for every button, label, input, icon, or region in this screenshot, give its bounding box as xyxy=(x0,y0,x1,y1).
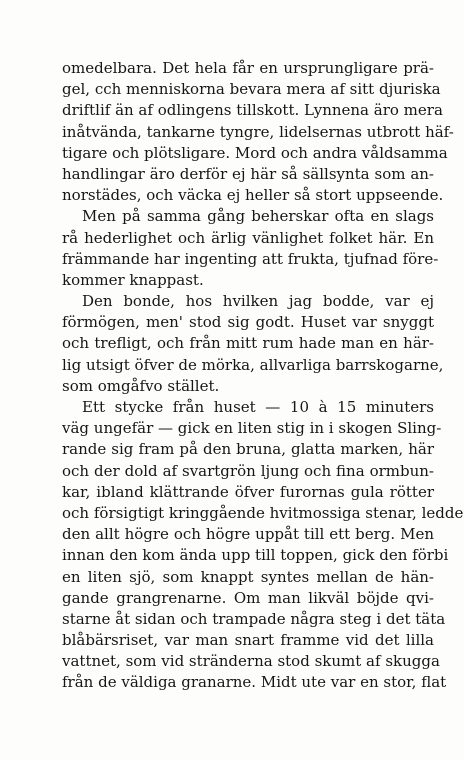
text-line: inåtvända, tankarne tyngre, lidelsernas utbrott häf- xyxy=(62,122,454,141)
text-line: och försigtigt kringgående hvitmossiga stenar, ledde xyxy=(62,503,464,522)
text-line: driftlif än af odlingens tillskott. Lynnena äro mera xyxy=(62,101,443,120)
text-line: Den bonde, hos hvilken jag bodde, var ej xyxy=(82,292,434,311)
text-line: starne åt sidan och trampade några steg i det täta xyxy=(62,609,446,628)
text-line: och der dold af svartgrön ljung och fina ormbun- xyxy=(62,461,434,480)
text-line: från de väldiga granarne. Midt ute var en stor, flat xyxy=(62,673,447,692)
text-line: blåbärsriset, var man snart framme vid det lilla xyxy=(62,631,434,650)
text-line: vattnet, som vid stränderna stod skumt af skugga xyxy=(62,652,440,671)
text-line: främmande har ingenting att frukta, tjufnad före- xyxy=(62,249,439,268)
body-text xyxy=(62,58,464,694)
text-line: gel, cch menniskorna bevara mera af sitt djuriska xyxy=(62,80,441,99)
text-line: tigare och plötsligare. Mord och andra våldsamma xyxy=(62,143,448,162)
text-line: kar, ibland klättrande öfver furornas gula rötter xyxy=(62,482,434,501)
text-line: väg ungefär — gick en liten stig in i skogen Sling- xyxy=(62,419,442,438)
text-line: som omgåfvo stället. xyxy=(62,376,220,395)
text-line: rå hederlighet och ärlig vänlighet folket här. En xyxy=(62,228,434,247)
text-line: omedelbara. Det hela får en ursprungligare prä- xyxy=(62,59,434,77)
text-line: och trefligt, och från mitt rum hade man en här- xyxy=(62,334,434,353)
text-line: en liten sjö, som knappt syntes mellan de hän- xyxy=(62,567,434,586)
text-line: Ett stycke från huset — 10 à 15 minuters xyxy=(82,398,434,416)
text-line: handlingar äro derför ej här så sällsynta som an- xyxy=(62,164,434,183)
text-line: den allt högre och högre uppåt till ett berg. Men xyxy=(62,525,434,544)
text-line: kommer knappast. xyxy=(62,270,204,289)
text-line: förmögen, men' stod sig godt. Huset var snyggt xyxy=(62,313,434,332)
text-line: norstädes, och väcka ej heller så stort uppseende. xyxy=(62,186,444,205)
text-line: lig utsigt öfver de mörka, allvarliga barrskogarne, xyxy=(62,355,444,374)
text-line: gande grangrenarne. Om man likväl böjde qvi- xyxy=(62,588,434,607)
text-line: innan den kom ända upp till toppen, gick den förbi xyxy=(62,546,449,565)
text-line: rande sig fram på den bruna, glatta marken, här xyxy=(62,440,434,459)
text-line: Men på samma gång beherskar ofta en slags xyxy=(82,207,434,226)
